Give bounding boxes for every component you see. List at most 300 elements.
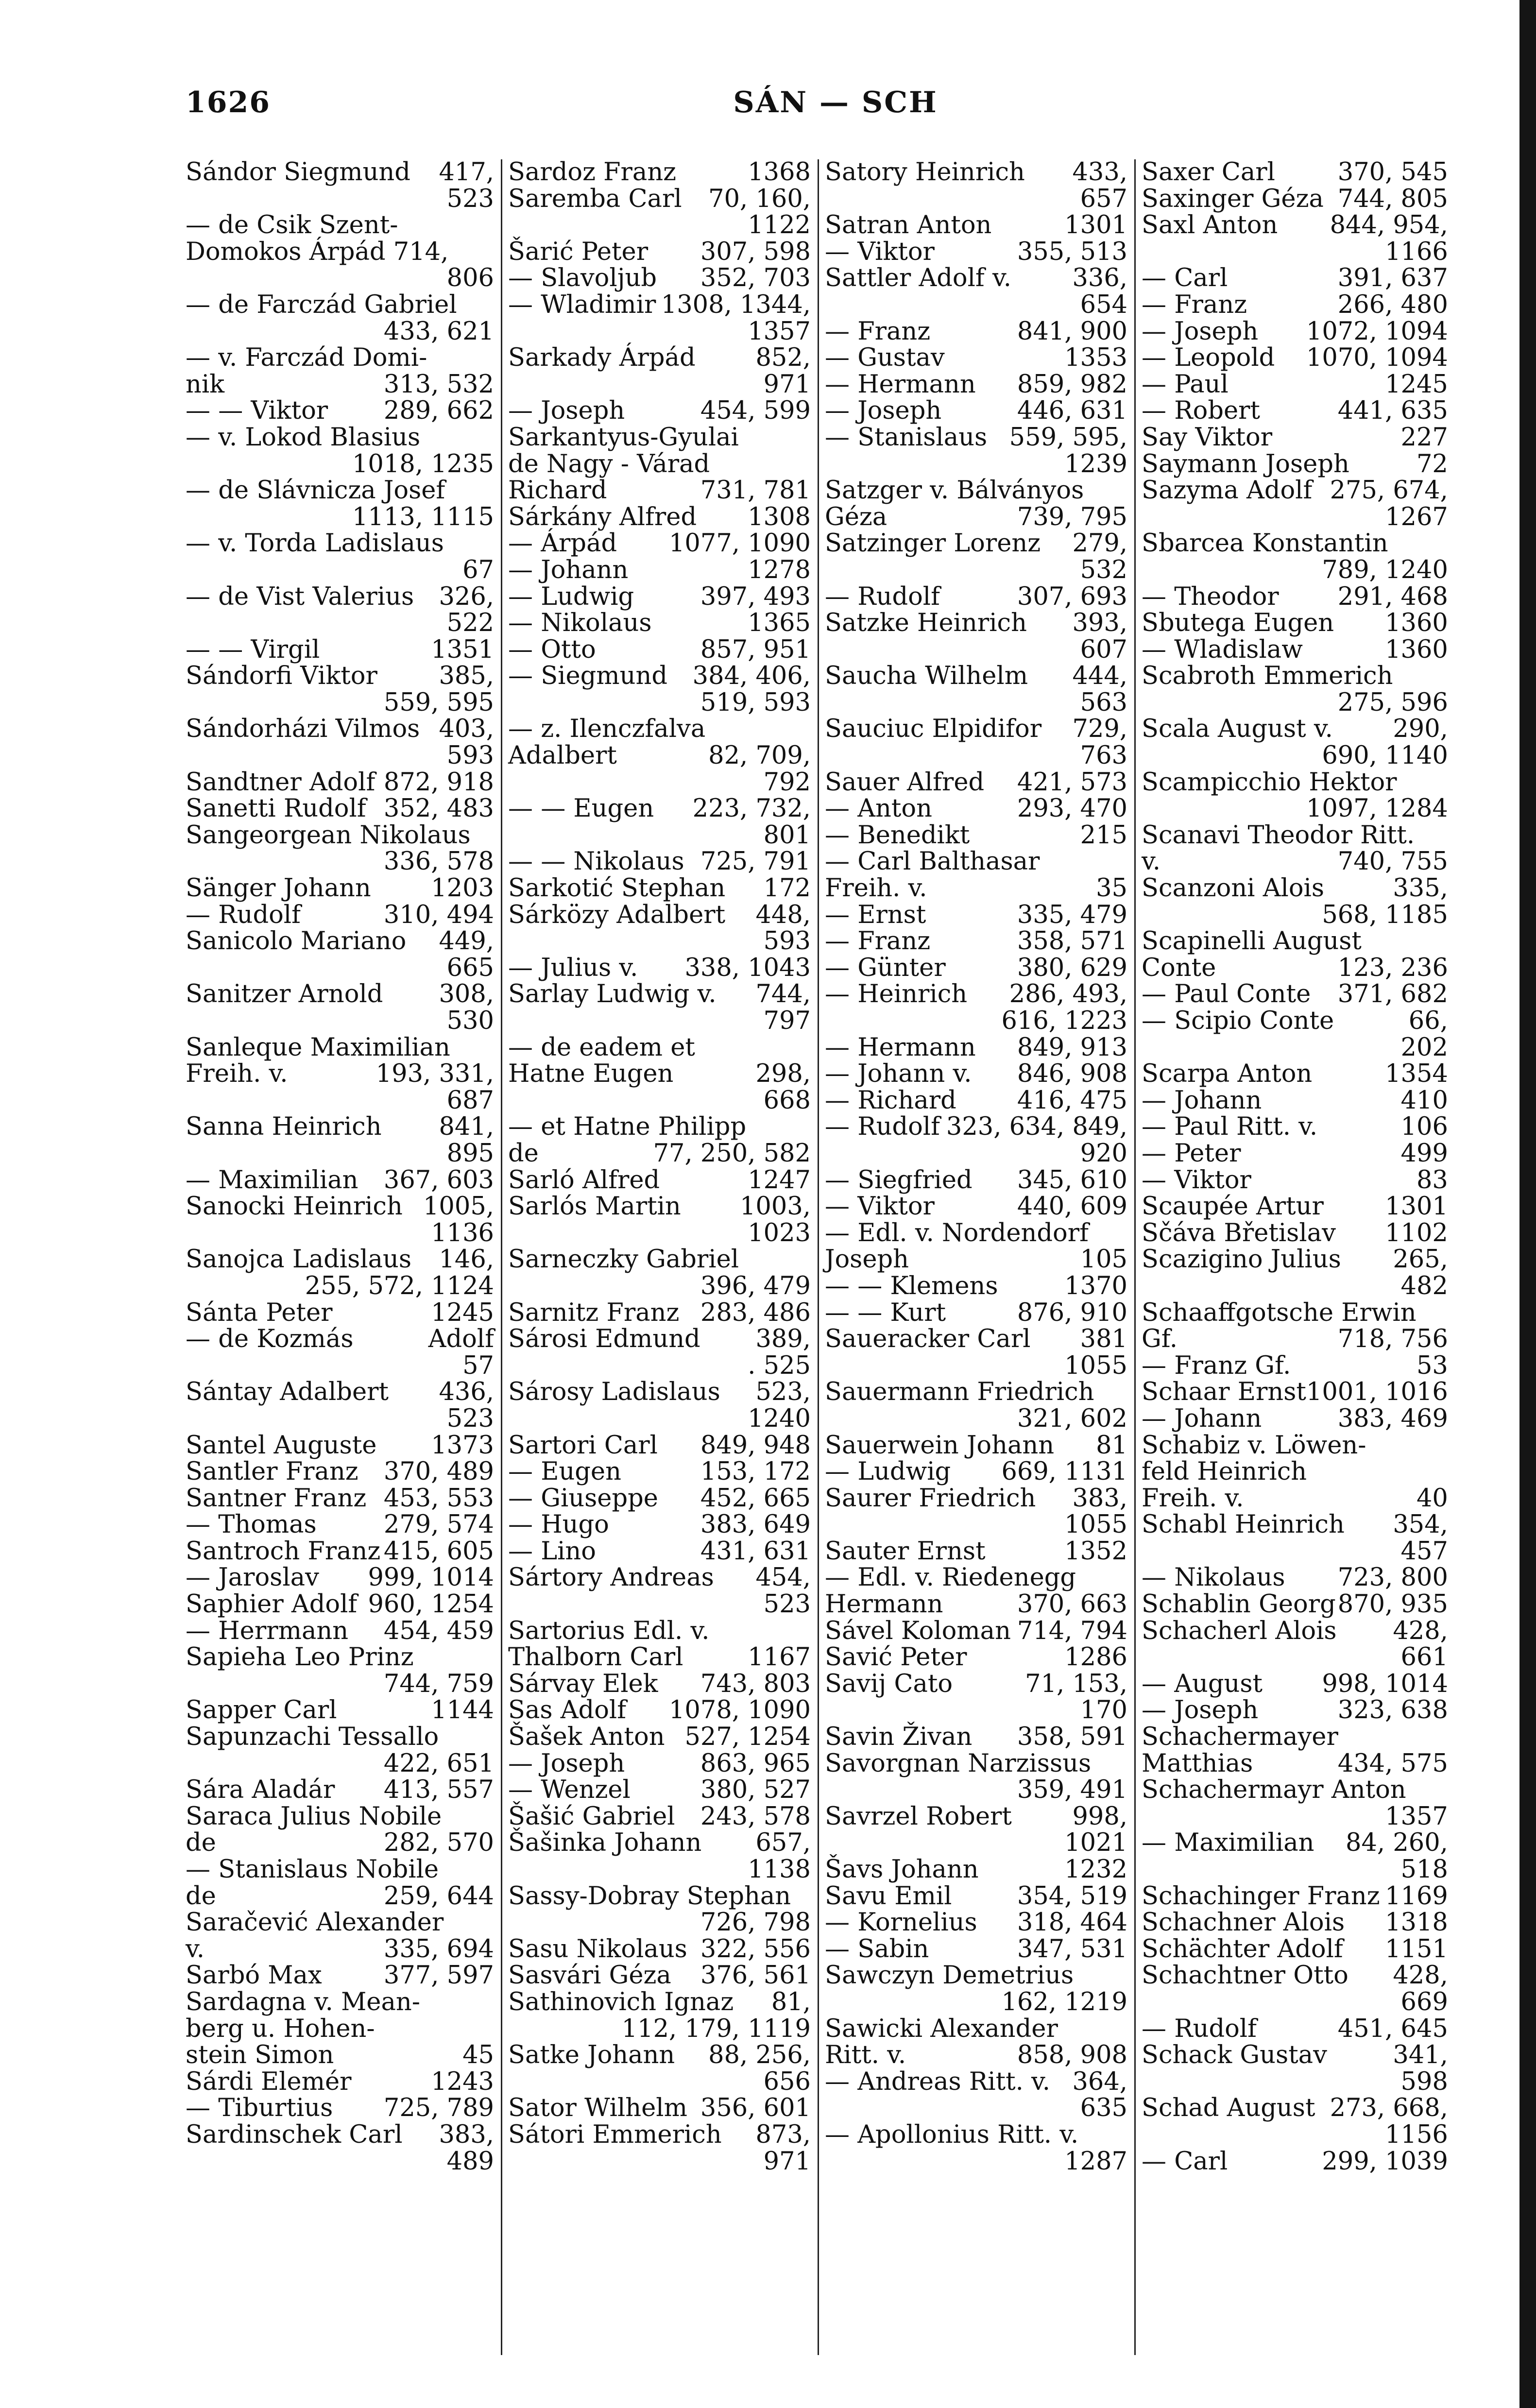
index-name: — Robert xyxy=(1142,396,1261,426)
index-name: — Otto xyxy=(508,635,596,664)
index-line xyxy=(508,186,811,213)
index-line xyxy=(825,1326,1127,1353)
index-line xyxy=(186,1406,494,1433)
index-name: Schabiz v. Löwen- xyxy=(1142,1431,1366,1460)
index-page-refs: 286, 493, xyxy=(1009,980,1127,1009)
index-line xyxy=(825,425,1127,451)
index-line xyxy=(508,849,811,875)
index-page-refs: 417, xyxy=(439,158,494,187)
index-column-3 xyxy=(819,159,1136,2355)
index-page-refs: 364, xyxy=(1072,2067,1127,2096)
index-line xyxy=(508,1644,811,1671)
index-line xyxy=(825,1777,1127,1804)
index-name: Sárkány Alfred xyxy=(508,502,697,531)
index-line xyxy=(825,1565,1127,1591)
index-page-refs: 849, 913 xyxy=(1017,1033,1127,1062)
index-name: — Eugen xyxy=(508,1457,621,1486)
index-name: — Gustav xyxy=(825,343,945,373)
index-page-refs: 355, 513 xyxy=(1017,237,1127,266)
index-page-refs: 523 xyxy=(763,1590,811,1619)
index-page-refs: 326, xyxy=(439,582,494,611)
index-name: Sarbó Max xyxy=(186,1961,322,1990)
index-line xyxy=(825,1433,1127,1459)
index-page-refs: 1070, 1094 xyxy=(1306,343,1448,373)
index-name: Savić Peter xyxy=(825,1643,967,1672)
index-page-refs: 321, 602 xyxy=(1017,1404,1127,1433)
index-page-refs: 920 xyxy=(1080,1139,1127,1168)
page-header xyxy=(186,85,1485,139)
index-line xyxy=(508,1273,811,1300)
index-line xyxy=(508,1565,811,1591)
index-page-refs: 522 xyxy=(446,609,494,638)
index-line xyxy=(825,1512,1127,1538)
index-page-refs: 393, xyxy=(1072,609,1127,638)
index-page-refs: 259, 644 xyxy=(383,1881,494,1911)
index-page-refs: 1308, 1344, xyxy=(661,290,811,319)
index-column-2 xyxy=(502,159,819,2355)
index-page-refs: 656 xyxy=(763,2067,811,2096)
index-name: Savu Emil xyxy=(825,1881,952,1911)
index-line xyxy=(508,1936,811,1963)
index-line xyxy=(508,159,811,186)
index-page-refs: 428, xyxy=(1393,1961,1448,1990)
index-page-refs: 310, 494 xyxy=(383,900,494,929)
index-line xyxy=(825,1697,1127,1724)
index-line xyxy=(1142,1591,1448,1618)
index-line xyxy=(1142,557,1448,584)
index-name: Sanocki Heinrich xyxy=(186,1192,403,1221)
index-page-refs: 714, 794 xyxy=(1017,1616,1127,1645)
index-name: — Edl. v. Nordendorf xyxy=(825,1218,1089,1247)
index-page-refs: 215 xyxy=(1080,820,1127,850)
index-name: — de Csik Szent- xyxy=(186,211,398,240)
index-page-refs: 718, 756 xyxy=(1337,1325,1448,1354)
index-line xyxy=(825,955,1127,982)
index-line xyxy=(1142,849,1448,875)
index-page-refs: 106 xyxy=(1400,1112,1448,1142)
index-name: Sántay Adalbert xyxy=(186,1378,389,1407)
index-page-refs: 416, 475 xyxy=(1017,1086,1127,1115)
index-line xyxy=(186,425,494,451)
index-line xyxy=(825,1751,1127,1777)
index-name: — Apollonius Ritt. v. xyxy=(825,2120,1079,2149)
index-name: Sarkotić Stephan xyxy=(508,874,726,903)
index-name: Schachner Alois xyxy=(1142,1908,1345,1937)
index-page-refs: 291, 468 xyxy=(1337,582,1448,611)
index-name: Savrzel Robert xyxy=(825,1802,1012,1831)
index-page-refs: 1138 xyxy=(748,1855,811,1884)
index-page-refs: 413, 557 xyxy=(383,1776,494,1805)
index-page-refs: 266, 480 xyxy=(1337,290,1448,319)
index-page-refs: 105 xyxy=(1080,1245,1127,1274)
index-name: Sándorfi Viktor xyxy=(186,662,377,691)
index-line xyxy=(186,1326,494,1353)
index-line xyxy=(825,1671,1127,1698)
index-name: Santel Auguste xyxy=(186,1431,377,1460)
index-name: de xyxy=(186,1881,216,1911)
index-line xyxy=(186,1088,494,1114)
index-line xyxy=(508,212,811,239)
index-line xyxy=(508,584,811,611)
index-name: — Maximilian xyxy=(1142,1828,1314,1858)
index-line xyxy=(186,1353,494,1380)
index-page-refs: 895 xyxy=(446,1139,494,1168)
index-page-refs: 1243 xyxy=(431,2067,494,2096)
index-name: Sárvay Elek xyxy=(508,1669,658,1698)
index-page-refs: 858, 908 xyxy=(1017,2041,1127,2070)
index-page-refs: 729, xyxy=(1072,715,1127,744)
index-page-refs: 1240 xyxy=(748,1404,811,1433)
index-name: — Günter xyxy=(825,953,946,982)
index-line xyxy=(508,557,811,584)
index-name: Sardagna v. Mean- xyxy=(186,1987,420,2016)
index-page-refs: 1078, 1090 xyxy=(668,1696,811,1725)
index-line xyxy=(825,1883,1127,1910)
index-name: — de Vist Valerius xyxy=(186,582,414,611)
index-line xyxy=(508,875,811,902)
index-page-refs: 1245 xyxy=(1385,370,1448,399)
index-name: — Wladimir xyxy=(508,290,656,319)
index-line xyxy=(1142,1247,1448,1273)
index-name: Schachermayr Anton xyxy=(1142,1776,1406,1805)
index-name: Schächter Adolf xyxy=(1142,1934,1343,1964)
index-line xyxy=(1142,610,1448,637)
index-name: Saxl Anton xyxy=(1142,211,1278,240)
index-page-refs: 358, 571 xyxy=(1017,927,1127,956)
index-page-refs: 1245 xyxy=(431,1298,494,1327)
index-line xyxy=(1142,159,1448,186)
index-page-refs: 380, 527 xyxy=(700,1776,811,1805)
index-line xyxy=(825,1830,1127,1857)
index-page-refs: 356, 601 xyxy=(700,2094,811,2123)
index-page-refs: 383, xyxy=(439,2120,494,2149)
index-line xyxy=(1142,451,1448,478)
index-line xyxy=(1142,2042,1448,2069)
index-page-refs: 1351 xyxy=(431,635,494,664)
index-page-refs: 172 xyxy=(763,874,811,903)
index-name: — Theodor xyxy=(1142,582,1279,611)
index-page-refs: 318, 464 xyxy=(1017,1908,1127,1937)
index-line xyxy=(508,981,811,1008)
index-name: — Siegfried xyxy=(825,1165,973,1195)
index-name: Sbutega Eugen xyxy=(1142,609,1334,638)
index-line xyxy=(825,1591,1127,1618)
index-page-refs: 731, 781 xyxy=(700,476,811,505)
index-line xyxy=(1142,1167,1448,1194)
index-line xyxy=(825,265,1127,292)
index-name: — Peter xyxy=(1142,1139,1241,1168)
index-page-refs: 162, 1219 xyxy=(1001,1987,1127,2016)
index-line xyxy=(825,1167,1127,1194)
index-page-refs: 433, 621 xyxy=(383,317,494,346)
index-line xyxy=(508,716,811,743)
index-name: — Hermann xyxy=(825,1033,976,1062)
index-page-refs: 275, 596 xyxy=(1337,688,1448,717)
index-page-refs: 669, 1131 xyxy=(1001,1457,1127,1486)
index-page-refs: 193, 331, xyxy=(375,1059,494,1089)
index-line xyxy=(508,1830,811,1857)
index-page-refs: 354, xyxy=(1393,1510,1448,1539)
index-line xyxy=(508,1326,811,1353)
index-page-refs: 81 xyxy=(1096,1431,1127,1460)
index-line xyxy=(1142,1857,1448,1883)
index-line xyxy=(825,822,1127,849)
index-name: — Giuseppe xyxy=(508,1484,658,1513)
index-page-refs: 960, 1254 xyxy=(368,1590,494,1619)
index-line xyxy=(508,1194,811,1220)
index-page-refs: 273, 668, xyxy=(1330,2094,1448,2123)
index-line xyxy=(1142,1008,1448,1035)
index-line xyxy=(825,637,1127,664)
index-page-refs: 1122 xyxy=(748,211,811,240)
index-line xyxy=(1142,1061,1448,1088)
index-line xyxy=(825,1963,1127,1989)
index-line xyxy=(508,1883,811,1910)
index-page-refs: 265, xyxy=(1393,1245,1448,1274)
index-name: berg u. Hohen- xyxy=(186,2014,375,2043)
index-line xyxy=(1142,1724,1448,1751)
index-line xyxy=(1142,981,1448,1008)
index-line xyxy=(186,690,494,717)
index-page-refs: 293, 470 xyxy=(1017,794,1127,823)
index-line xyxy=(1142,345,1448,372)
index-line xyxy=(825,2069,1127,2096)
index-line xyxy=(508,345,811,372)
index-name: Scazigino Julius xyxy=(1142,1245,1341,1274)
index-page-refs: 335, 479 xyxy=(1017,900,1127,929)
index-page-refs: 457 xyxy=(1400,1537,1448,1566)
index-line xyxy=(508,478,811,504)
index-name: Scapinelli August xyxy=(1142,927,1362,956)
index-line xyxy=(186,2042,494,2069)
index-line xyxy=(1142,425,1448,451)
index-line xyxy=(825,769,1127,796)
index-line xyxy=(508,1963,811,1989)
index-name: — Johann xyxy=(508,555,629,584)
index-name: — Scipio Conte xyxy=(1142,1007,1334,1035)
index-page-refs: 726, 798 xyxy=(700,1908,811,1937)
index-line xyxy=(186,1724,494,1751)
index-name: Sarkady Árpád xyxy=(508,343,696,373)
index-page-refs: 383, 649 xyxy=(700,1510,811,1539)
index-page-refs: 397, 493 xyxy=(700,582,811,611)
index-line xyxy=(1142,928,1448,955)
index-page-refs: 1368 xyxy=(748,158,811,187)
index-name: v. xyxy=(1142,847,1161,876)
index-page-refs: 797 xyxy=(763,1007,811,1035)
index-name: — — Klemens xyxy=(825,1271,998,1300)
index-column-1 xyxy=(186,159,502,2355)
index-line xyxy=(508,2069,811,2096)
index-page-refs: 444, xyxy=(1072,662,1127,691)
index-line xyxy=(1142,1194,1448,1220)
index-page-refs: 322, 556 xyxy=(700,1934,811,1964)
index-page-refs: 352, 483 xyxy=(383,794,494,823)
index-page-refs: 687 xyxy=(446,1086,494,1115)
index-line xyxy=(825,1247,1127,1273)
index-name: — v. Farczád Domi- xyxy=(186,343,427,373)
index-name: — Tiburtius xyxy=(186,2094,333,2123)
index-page-refs: 335, 694 xyxy=(383,1934,494,1964)
index-page-refs: 428, xyxy=(1393,1616,1448,1645)
index-name: — Edl. v. Riedenegg xyxy=(825,1563,1076,1592)
index-line xyxy=(508,292,811,319)
index-line xyxy=(186,981,494,1008)
index-line xyxy=(825,1114,1127,1141)
index-name: Savin Živan xyxy=(825,1723,973,1752)
index-line xyxy=(186,1114,494,1141)
index-name: Sasvári Géza xyxy=(508,1961,671,1990)
index-name: de xyxy=(186,1828,216,1858)
index-page-refs: 83 xyxy=(1416,1165,1448,1195)
index-page-refs: 1113, 1115 xyxy=(352,502,494,531)
index-name: Sártory Andreas xyxy=(508,1563,714,1592)
index-line xyxy=(508,1591,811,1618)
index-line xyxy=(1142,1433,1448,1459)
index-line xyxy=(508,2095,811,2122)
index-name: — Sabin xyxy=(825,1934,929,1964)
index-line xyxy=(508,1697,811,1724)
index-line xyxy=(186,796,494,822)
index-name: — Ernst xyxy=(825,900,926,929)
index-page-refs: 846, 908 xyxy=(1017,1059,1127,1089)
index-page-refs: 1097, 1284 xyxy=(1306,794,1448,823)
index-line xyxy=(186,2149,494,2175)
index-page-refs: 71, 153, xyxy=(1025,1669,1127,1698)
index-line xyxy=(186,875,494,902)
index-name: — de Farczád Gabriel xyxy=(186,290,457,319)
index-line xyxy=(186,1777,494,1804)
index-page-refs: 82, 709, xyxy=(708,741,811,770)
index-page-refs: 559, 595 xyxy=(383,688,494,717)
index-page-refs: 527, 1254 xyxy=(684,1723,811,1752)
index-page-refs: 307, 598 xyxy=(700,237,811,266)
index-name: Saymann Joseph xyxy=(1142,449,1349,478)
index-line xyxy=(186,2016,494,2043)
index-page-refs: 377, 597 xyxy=(383,1961,494,1990)
index-page-refs: 112, 179, 1119 xyxy=(621,2014,811,2043)
index-line xyxy=(1142,1644,1448,1671)
index-line xyxy=(825,1406,1127,1433)
index-page-refs: 1267 xyxy=(1385,502,1448,531)
index-page-refs: 725, 789 xyxy=(383,2094,494,2123)
index-line xyxy=(1142,1141,1448,1167)
index-page-refs: 1021 xyxy=(1064,1828,1127,1858)
index-line xyxy=(825,2149,1127,2175)
index-name: Scarpa Anton xyxy=(1142,1059,1313,1089)
index-name: — Slavoljub xyxy=(508,264,657,293)
index-page-refs: 1308 xyxy=(748,502,811,531)
index-name: Sapunzachi Tessallo xyxy=(186,1723,439,1752)
index-line xyxy=(1142,2069,1448,2096)
index-name: Joseph xyxy=(825,1245,909,1274)
index-page-refs: 873, xyxy=(755,2120,811,2149)
index-line xyxy=(825,1459,1127,1486)
index-page-refs: 35 xyxy=(1096,874,1127,903)
index-page-refs: 740, 755 xyxy=(1337,847,1448,876)
index-line xyxy=(508,425,811,451)
index-line xyxy=(825,557,1127,584)
index-page-refs: 290, xyxy=(1393,715,1448,744)
index-page-refs: 389, xyxy=(755,1325,811,1354)
index-page-refs: 336, xyxy=(1072,264,1127,293)
index-line xyxy=(825,2095,1127,2122)
index-name: Schack Gustav xyxy=(1142,2041,1327,2070)
index-page-refs: 1353 xyxy=(1064,343,1127,373)
index-page-refs: 872, 918 xyxy=(383,768,494,797)
index-line xyxy=(508,530,811,557)
index-page-refs: 725, 791 xyxy=(700,847,811,876)
index-line xyxy=(825,663,1127,690)
index-line xyxy=(186,610,494,637)
index-line xyxy=(1142,1804,1448,1830)
index-line xyxy=(508,1989,811,2016)
index-line xyxy=(186,743,494,769)
index-line xyxy=(508,796,811,822)
index-page-refs: 690, 1140 xyxy=(1322,741,1448,770)
index-line xyxy=(508,2016,811,2043)
index-line xyxy=(1142,1565,1448,1591)
index-page-refs: 440, 609 xyxy=(1017,1192,1127,1221)
index-name: Sárosi Edmund xyxy=(508,1325,700,1354)
index-line xyxy=(508,1910,811,1936)
index-line xyxy=(825,690,1127,717)
index-line xyxy=(186,159,494,186)
index-name: Saremba Carl xyxy=(508,184,682,213)
index-line xyxy=(825,1220,1127,1247)
index-name: — Viktor xyxy=(825,1192,935,1221)
index-name: de Nagy - Várad xyxy=(508,449,710,478)
index-page-refs: 998, 1014 xyxy=(1322,1669,1448,1698)
index-name: Schacherl Alois xyxy=(1142,1616,1337,1645)
index-name: Saphier Adolf xyxy=(186,1590,358,1619)
index-page-refs: 1018, 1235 xyxy=(352,449,494,478)
index-page-refs: 523 xyxy=(446,184,494,213)
index-name: Sas Adolf xyxy=(508,1696,627,1725)
index-name: — Rudolf xyxy=(186,900,301,929)
index-name: Scabroth Emmerich xyxy=(1142,662,1393,691)
index-line xyxy=(825,584,1127,611)
index-name: Say Viktor xyxy=(1142,423,1273,452)
index-name: — Johann v. xyxy=(825,1059,972,1089)
index-name: — z. Ilenczfalva xyxy=(508,715,706,744)
index-page-refs: 763 xyxy=(1080,741,1127,770)
index-page-refs: 1166 xyxy=(1385,237,1448,266)
index-line xyxy=(186,1486,494,1512)
index-page-refs: 421, 573 xyxy=(1017,768,1127,797)
index-name: Satke Johann xyxy=(508,2041,675,2070)
index-line xyxy=(1142,2016,1448,2043)
index-line xyxy=(1142,1512,1448,1538)
index-line xyxy=(186,1751,494,1777)
index-name: Schabl Heinrich xyxy=(1142,1510,1345,1539)
index-name: — Viktor xyxy=(1142,1165,1251,1195)
index-line xyxy=(1142,2122,1448,2149)
index-page-refs: 859, 982 xyxy=(1017,370,1127,399)
index-line xyxy=(186,319,494,345)
index-name: Sardoz Franz xyxy=(508,158,677,187)
index-line xyxy=(186,2122,494,2149)
index-line xyxy=(508,1035,811,1061)
index-page-refs: 384, 406, xyxy=(692,662,811,691)
index-name: Sattler Adolf v. xyxy=(825,264,1011,293)
index-name: Sardinschek Carl xyxy=(186,2120,403,2149)
index-page-refs: 657, xyxy=(755,1828,811,1858)
index-line xyxy=(1142,2149,1448,2175)
index-name: Scanavi Theodor Ritt. xyxy=(1142,820,1415,850)
index-line xyxy=(186,1538,494,1565)
index-page-refs: 403, xyxy=(439,715,494,744)
